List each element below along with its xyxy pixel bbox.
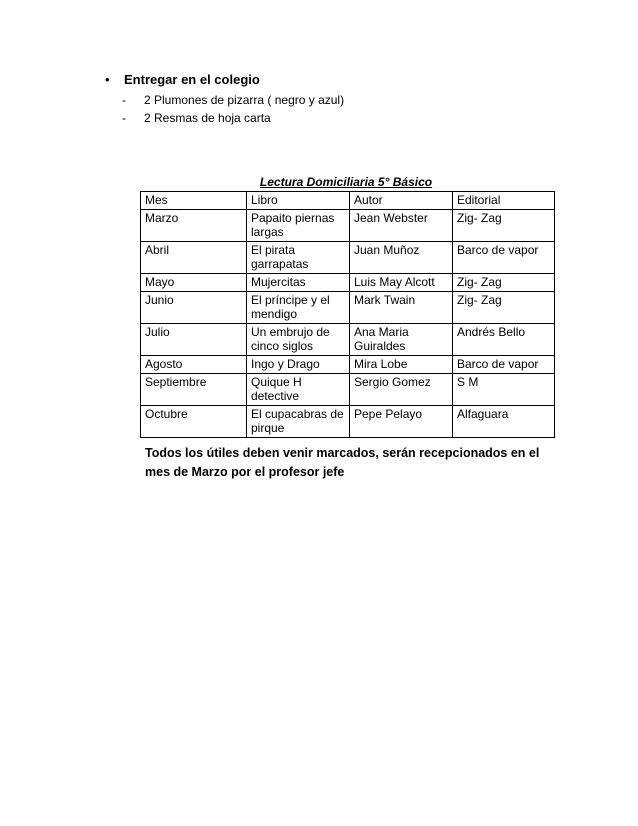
cell-libro: Un embrujo de cinco siglos (247, 324, 350, 356)
table-row (141, 356, 555, 374)
cell-mes: Abril (141, 242, 247, 274)
bullet-symbol: • (105, 72, 110, 87)
header-cell-mes: Mes (141, 192, 247, 210)
cell-autor: Sergio Gomez (350, 374, 453, 406)
cell-mes: Agosto (141, 356, 247, 374)
cell-editorial: Zig- Zag (453, 292, 555, 324)
cell-libro: Quique H detective (247, 374, 350, 406)
header-cell-libro: Libro (247, 192, 350, 210)
cell-autor: Mira Lobe (350, 356, 453, 374)
cell-editorial: Zig- Zag (453, 274, 555, 292)
table-row (141, 292, 555, 324)
dash-symbol: - (122, 93, 126, 107)
cell-libro: Papaito piernas largas (247, 210, 350, 242)
cell-editorial: Barco de vapor (453, 242, 555, 274)
cell-libro: El cupacabras de pirque (247, 406, 350, 438)
cell-autor: Jean Webster (350, 210, 453, 242)
dash-symbol: - (122, 111, 126, 125)
table-row (141, 210, 555, 242)
header-cell-autor: Autor (350, 192, 453, 210)
cell-mes: Octubre (141, 406, 247, 438)
cell-editorial: Barco de vapor (453, 356, 555, 374)
cell-autor: Mark Twain (350, 292, 453, 324)
header-cell-editorial: Editorial (453, 192, 555, 210)
cell-editorial: Alfaguara (453, 406, 555, 438)
table-row (141, 374, 555, 406)
table-row (141, 242, 555, 274)
cell-editorial: S M (453, 374, 555, 406)
cell-libro: Mujercitas (247, 274, 350, 292)
table-title: Lectura Domiciliaria 5° Básico (259, 175, 433, 189)
cell-editorial: Zig- Zag (453, 210, 555, 242)
cell-mes: Marzo (141, 210, 247, 242)
cell-libro: El pirata garrapatas (247, 242, 350, 274)
table-header-row (141, 192, 555, 210)
cell-libro: Ingo y Drago (247, 356, 350, 374)
cell-mes: Julio (141, 324, 247, 356)
cell-mes: Junio (141, 292, 247, 324)
reading-table (140, 191, 555, 438)
cell-libro: El príncipe y el mendigo (247, 292, 350, 324)
table-row (141, 274, 555, 292)
cell-autor: Luis May Alcott (350, 274, 453, 292)
list-item-text: 2 Plumones de pizarra ( negro y azul) (144, 93, 345, 107)
bullet-text: Entregar en el colegio (124, 72, 260, 87)
cell-mes: Mayo (141, 274, 247, 292)
cell-autor: Pepe Pelayo (350, 406, 453, 438)
cell-autor: Ana Maria Guiraldes (350, 324, 453, 356)
cell-mes: Septiembre (141, 374, 247, 406)
closing-note: Todos los útiles deben venir marcados, serán recepcionados en el mes de Marzo por el profesor jefe (145, 446, 540, 479)
cell-editorial: Andrés Bello (453, 324, 555, 356)
table-row (141, 324, 555, 356)
table-row (141, 406, 555, 438)
cell-autor: Juan Muñoz (350, 242, 453, 274)
list-item-text: 2 Resmas de hoja carta (144, 111, 271, 125)
